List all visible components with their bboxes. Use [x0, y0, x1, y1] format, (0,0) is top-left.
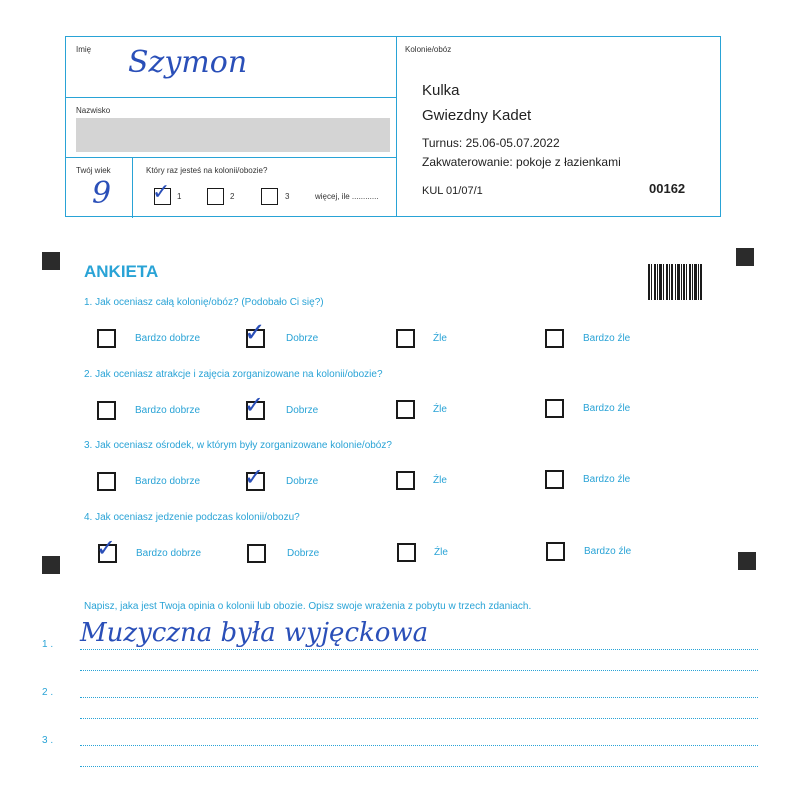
answer-line-1b[interactable]	[80, 670, 758, 671]
times-option-3: 3	[285, 192, 290, 201]
age-cell	[66, 158, 133, 218]
answer-line-3b[interactable]	[80, 766, 758, 767]
camp-code: KUL 01/07/1	[422, 185, 483, 197]
line-number-2: 2 .	[42, 687, 54, 698]
q4-option-very-bad: Bardzo źle	[584, 546, 632, 557]
registration-marker-top-right	[736, 248, 754, 266]
opinion-answer-1-handwritten: Muzyczna była wyjęckowa	[80, 618, 429, 648]
times-checkbox-2[interactable]	[207, 188, 224, 205]
lodging-info: Zakwaterowanie: pokoje z łazienkami	[422, 155, 621, 169]
q2-checkbox-bad[interactable]	[396, 400, 415, 419]
age-row	[66, 158, 396, 218]
question-3-text: 3. Jak oceniasz ośrodek, w którym były zorganizowane kolonie/obóz?	[84, 440, 392, 451]
q4-checkbox-bad[interactable]	[397, 543, 416, 562]
camp-label: Kolonie/obóz	[405, 45, 452, 54]
line-number-1: 1 .	[42, 639, 54, 650]
survey-title: ANKIETA	[84, 262, 159, 281]
q1-checkbox-bad[interactable]	[396, 329, 415, 348]
times-checkbox-3[interactable]	[261, 188, 278, 205]
last-name-label: Nazwisko	[76, 106, 111, 115]
answer-line-1a[interactable]	[80, 649, 758, 650]
q3-checkbox-very-good[interactable]	[97, 472, 116, 491]
q4-checkbox-good[interactable]	[247, 544, 266, 563]
camp-group: Gwiezdny Kadet	[422, 107, 532, 124]
q3-option-bad: Źle	[433, 475, 447, 486]
q3-checkbox-very-bad[interactable]	[545, 470, 564, 489]
answer-line-2a[interactable]	[80, 697, 758, 698]
q2-option-very-bad: Bardzo źle	[583, 403, 631, 414]
q3-option-good: Dobrze	[286, 476, 319, 487]
line-number-3: 3 .	[42, 735, 54, 746]
check-mark-icon: ✓	[244, 463, 265, 491]
registration-marker-bottom-left	[42, 556, 60, 574]
question-1-text: 1. Jak oceniasz całą kolonię/obóz? (Podobało Ci się?)	[84, 297, 324, 308]
form-number: 00162	[649, 181, 686, 196]
q2-option-very-good: Bardzo dobrze	[135, 405, 201, 416]
answer-line-3a[interactable]	[80, 745, 758, 746]
times-option-1: 1	[177, 192, 182, 201]
q1-checkbox-very-good[interactable]	[97, 329, 116, 348]
question-2-text: 2. Jak oceniasz atrakcje i zajęcia zorganizowane na kolonii/obozie?	[84, 369, 383, 380]
check-mark-icon: ✓	[244, 318, 266, 348]
question-4-text: 4. Jak oceniasz jedzenie podczas kolonii/obozu?	[84, 512, 300, 523]
opinion-prompt: Napisz, jaka jest Twoja opinia o kolonii lub obozie. Opisz swoje wrażenia z pobytu w trzech zdaniach.	[84, 601, 532, 612]
q3-checkbox-bad[interactable]	[396, 471, 415, 490]
age-label: Twój wiek	[76, 166, 111, 175]
q1-checkbox-very-bad[interactable]	[545, 329, 564, 348]
times-label: Który raz jesteś na kolonii/obozie?	[146, 166, 268, 175]
times-option-2: 2	[230, 192, 235, 201]
age-handwritten: 9	[92, 176, 112, 211]
q2-checkbox-very-good[interactable]	[97, 401, 116, 420]
answer-line-2b[interactable]	[80, 718, 758, 719]
personal-data-section	[66, 37, 397, 216]
check-mark-icon: ✓	[96, 534, 117, 562]
q3-option-very-bad: Bardzo źle	[583, 474, 631, 485]
first-name-label: Imię	[76, 45, 92, 54]
q4-option-bad: Źle	[434, 547, 448, 558]
barcode-icon	[648, 264, 702, 300]
registration-marker-top-left	[42, 252, 60, 270]
q2-option-bad: Źle	[433, 404, 447, 415]
first-name-handwritten: Szymon	[128, 45, 248, 80]
q2-option-good: Dobrze	[286, 405, 319, 416]
check-mark-icon: ✓	[152, 180, 171, 205]
q1-option-bad: Źle	[433, 333, 447, 344]
q1-option-good: Dobrze	[286, 333, 319, 344]
camp-info-section	[397, 37, 720, 216]
last-name-row	[66, 98, 396, 158]
registration-marker-bottom-right	[738, 552, 756, 570]
q4-option-good: Dobrze	[287, 548, 320, 559]
last-name-redaction	[76, 118, 390, 152]
q3-option-very-good: Bardzo dobrze	[135, 476, 201, 487]
times-more-label: więcej, ile ............	[315, 192, 379, 201]
q4-option-very-good: Bardzo dobrze	[136, 548, 202, 559]
camp-name: Kulka	[422, 82, 460, 99]
q1-option-very-bad: Bardzo źle	[583, 333, 631, 344]
turnus-dates: Turnus: 25.06-05.07.2022	[422, 136, 560, 150]
q4-checkbox-very-bad[interactable]	[546, 542, 565, 561]
first-name-row	[66, 37, 396, 98]
q1-option-very-good: Bardzo dobrze	[135, 333, 201, 344]
q2-checkbox-very-bad[interactable]	[545, 399, 564, 418]
check-mark-icon: ✓	[244, 391, 265, 419]
header-box	[65, 36, 721, 217]
